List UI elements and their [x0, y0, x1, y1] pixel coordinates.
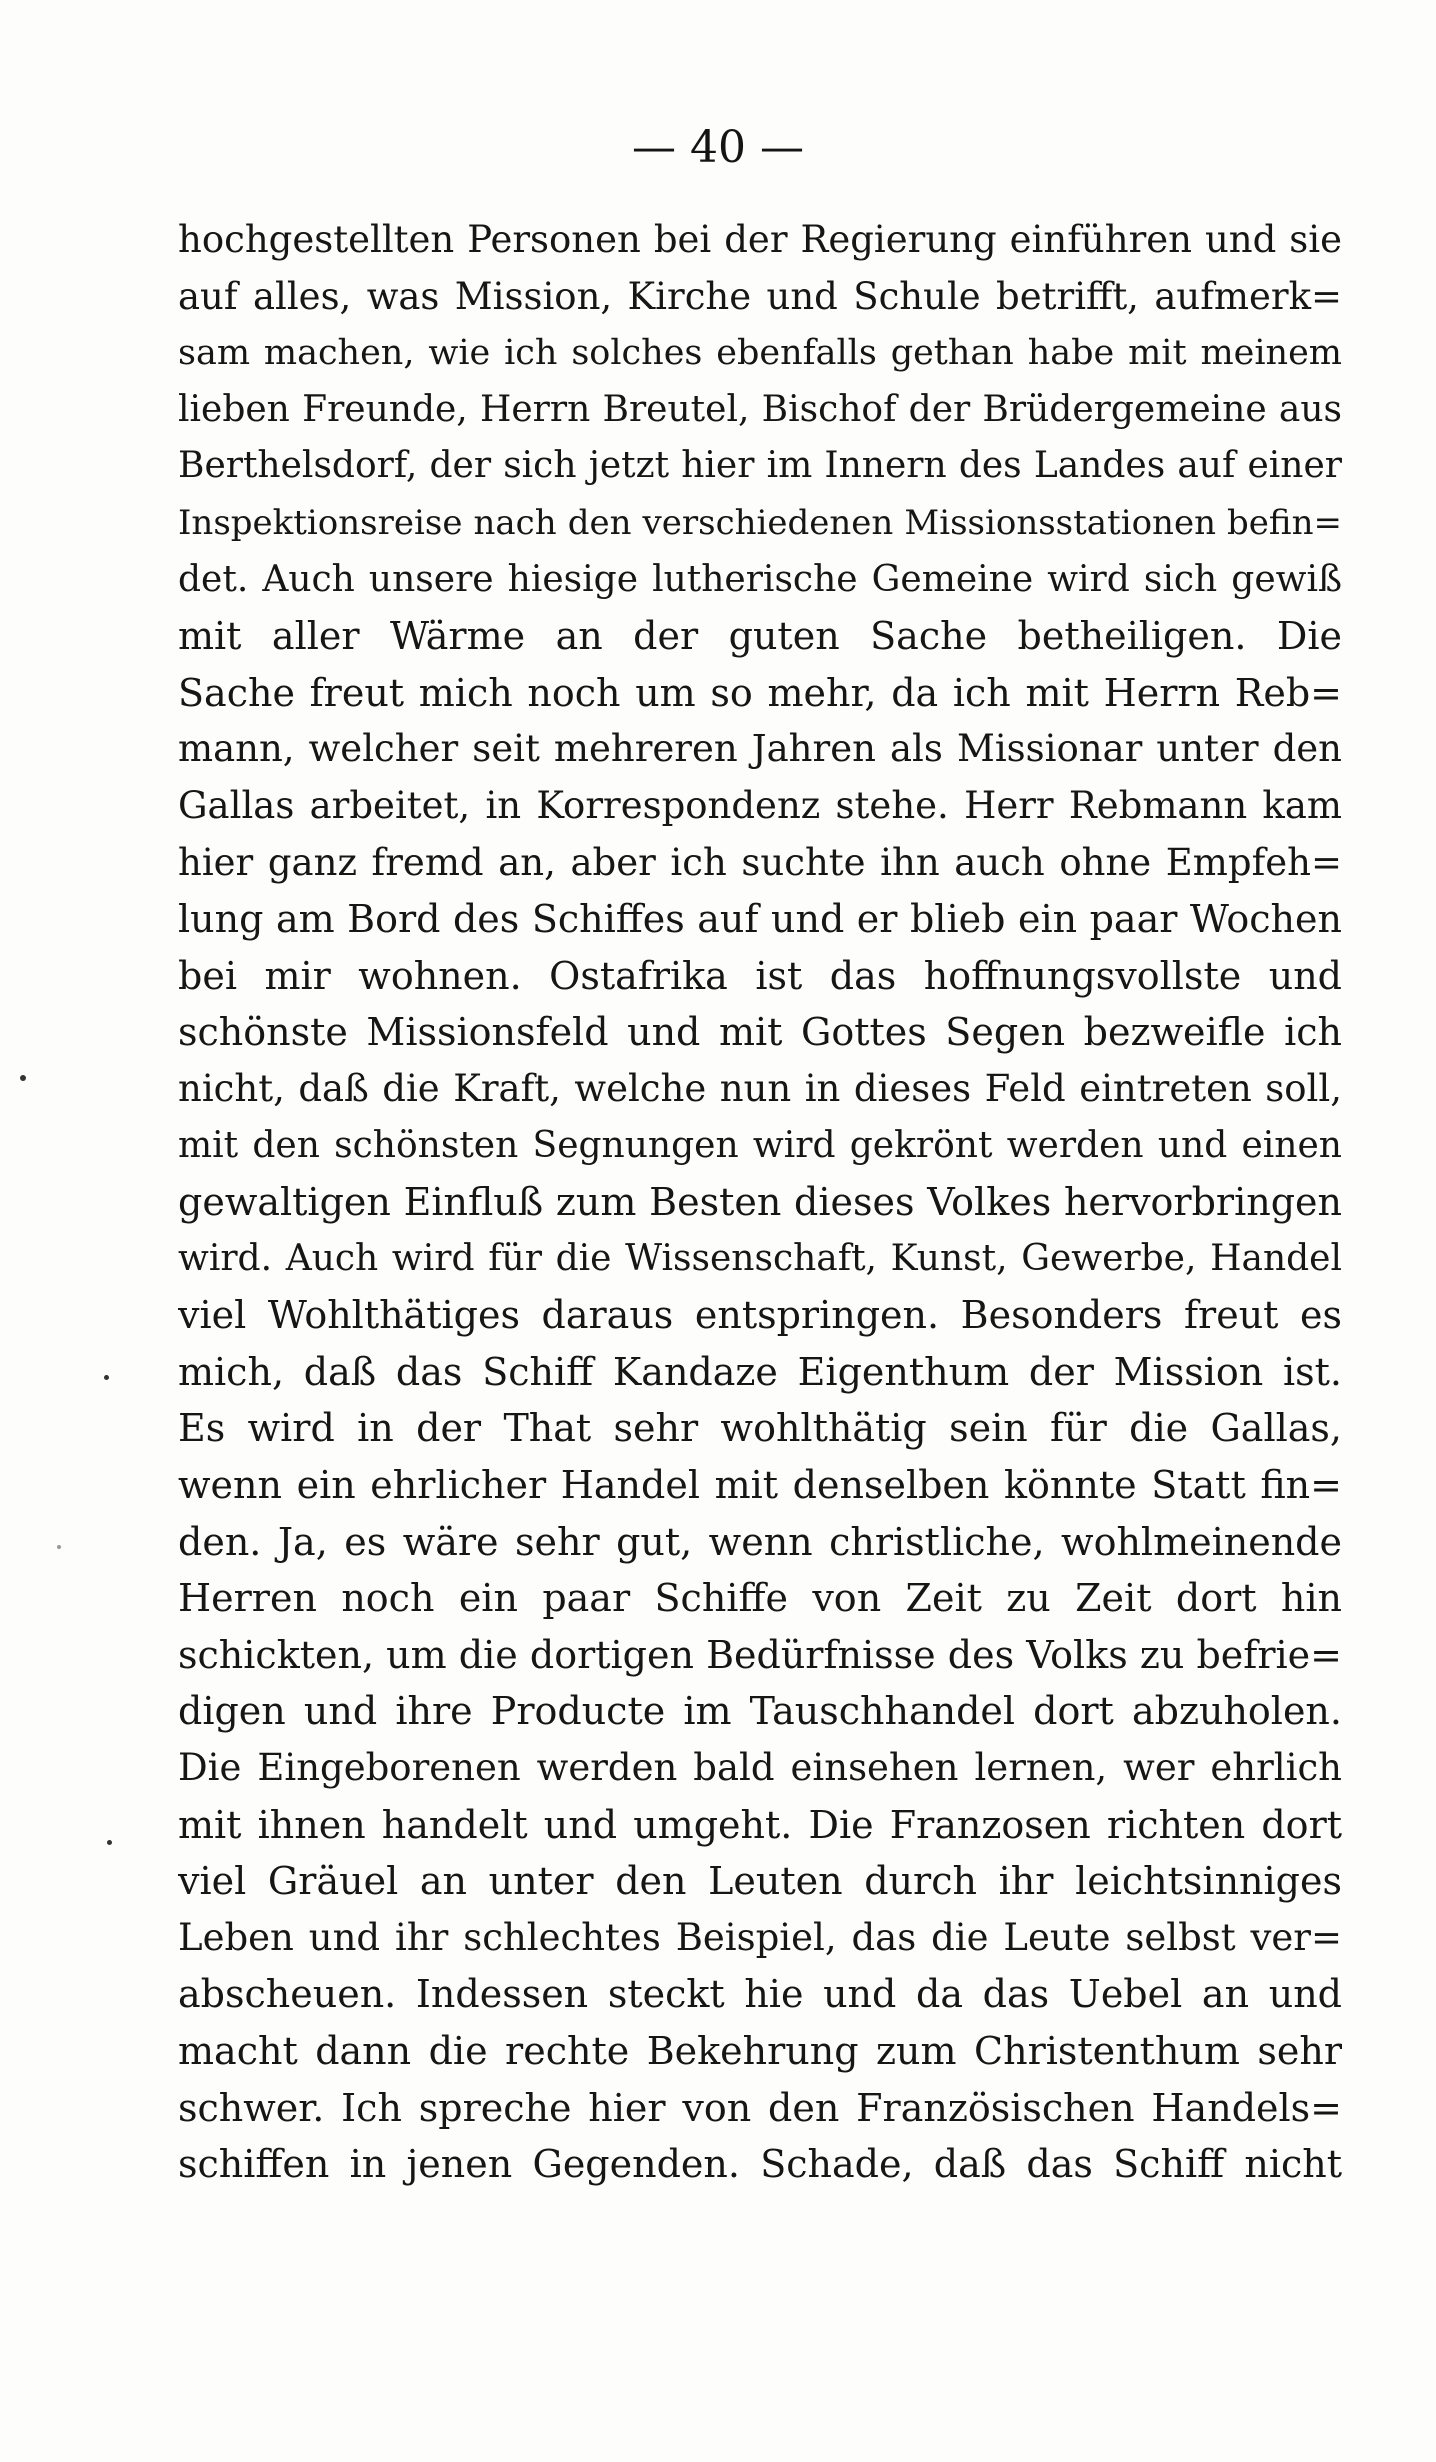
text-line: Gallas arbeitet, in Korrespondenz stehe. Herr Rebmann kam — [178, 783, 1342, 827]
text-line: Inspektionsreise nach den verschiedenen Missionsstationen befin= — [178, 502, 1342, 543]
paper-speck — [20, 1075, 26, 1081]
text-line: den. Ja, es wäre sehr gut, wenn christliche, wohlmeinende — [178, 1519, 1342, 1564]
text-line: mann, welcher seit mehreren Jahren als Missionar unter den — [178, 727, 1342, 771]
text-line: Berthelsdorf, der sich jetzt hier im Innern des Landes auf einer — [178, 445, 1342, 487]
text-line: auf alles, was Mission, Kirche und Schule betrifft, aufmerk= — [178, 274, 1342, 318]
text-line: hochgestellten Personen bei der Regierung einführen und sie — [178, 218, 1342, 261]
text-line: viel Gräuel an unter den Leuten durch ihr leichtsinniges — [178, 1859, 1342, 1904]
text-line: gewaltigen Einfluß zum Besten dieses Volkes hervorbringen — [178, 1180, 1342, 1225]
text-line: mich, daß das Schiff Kandaze Eigenthum der Mission ist. — [178, 1349, 1342, 1394]
paper-speck — [107, 1840, 112, 1845]
paper-speck — [57, 1545, 61, 1549]
page-number: — 40 — — [632, 122, 804, 173]
text-line: hier ganz fremd an, aber ich suchte ihn auch ohne Empfeh= — [178, 840, 1342, 884]
text-line: wird. Auch wird für die Wissenschaft, Kunst, Gewerbe, Handel — [178, 1237, 1342, 1279]
text-line: wenn ein ehrlicher Handel mit denselben könnte Statt fin= — [178, 1463, 1342, 1508]
text-line: Es wird in der That sehr wohlthätig sein für die Gallas, — [178, 1406, 1342, 1451]
text-line: lung am Bord des Schiffes auf und er blieb ein paar Wochen — [178, 897, 1342, 942]
text-line: Sache freut mich noch um so mehr, da ich mit Herrn Reb= — [178, 670, 1342, 715]
text-line: abscheuen. Indessen steckt hie und da das Uebel an und — [178, 1972, 1342, 2017]
text-line: nicht, daß die Kraft, welche nun in dieses Feld eintreten soll, — [178, 1066, 1342, 1110]
text-line: bei mir wohnen. Ostafrika ist das hoffnungsvollste und — [178, 953, 1342, 998]
text-line: schickten, um die dortigen Bedürfnisse des Volks zu befrie= — [178, 1632, 1342, 1677]
text-line: schwer. Ich spreche hier von den Französischen Handels= — [178, 2085, 1342, 2130]
text-line: Leben und ihr schlechtes Beispiel, das die Leute selbst ver= — [178, 1915, 1342, 1959]
paper-speck — [104, 1375, 109, 1380]
text-line: macht dann die rechte Bekehrung zum Christenthum sehr — [178, 2029, 1342, 2073]
text-line: schönste Missionsfeld und mit Gottes Segen bezweifle ich — [178, 1010, 1342, 1055]
text-line: viel Wohlthätiges daraus entspringen. Besonders freut es — [178, 1293, 1342, 1338]
text-line: mit den schönsten Segnungen wird gekrönt werden und einen — [178, 1124, 1342, 1166]
body-text — [178, 212, 1342, 2193]
text-line: mit ihnen handelt und umgeht. Die Franzosen richten dort — [178, 1802, 1342, 1847]
text-line: schiffen in jenen Gegenden. Schade, daß das Schiff nicht — [178, 2142, 1342, 2187]
text-line: Die Eingeborenen werden bald einsehen lernen, wer ehrlich — [178, 1746, 1342, 1790]
text-line: det. Auch unsere hiesige lutherische Gemeine wird sich gewiß — [178, 558, 1342, 600]
text-line: sam machen, wie ich solches ebenfalls gethan habe mit meinem — [178, 333, 1342, 374]
text-line: digen und ihre Producte im Tauschhandel dort abzuholen. — [178, 1689, 1342, 1734]
text-line: mit aller Wärme an der guten Sache betheiligen. Die — [178, 614, 1342, 659]
text-line: Herren noch ein paar Schiffe von Zeit zu Zeit dort hin — [178, 1576, 1342, 1621]
text-line: lieben Freunde, Herrn Breutel, Bischof der Brüdergemeine aus — [178, 388, 1342, 430]
